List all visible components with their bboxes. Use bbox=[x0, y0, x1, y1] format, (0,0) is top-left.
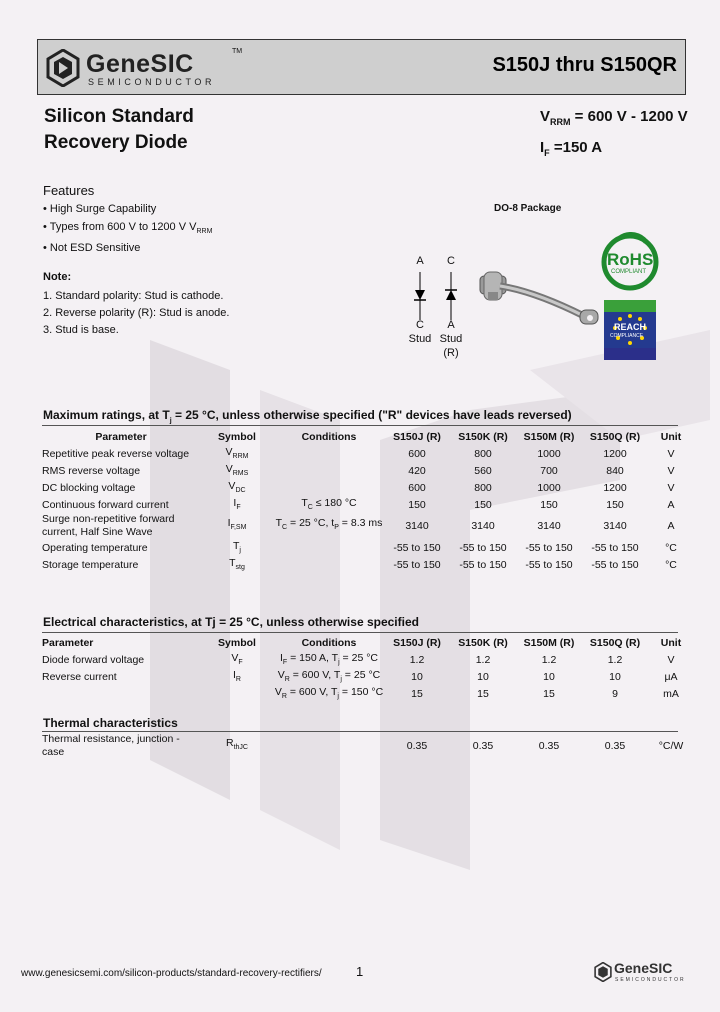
symbol-subscript: F bbox=[238, 659, 243, 667]
page-number: 1 bbox=[356, 964, 364, 979]
value-cell: 840 bbox=[606, 464, 624, 477]
value-cell: 800 bbox=[474, 481, 492, 494]
thermal-rule bbox=[42, 731, 678, 732]
do8-package-image bbox=[476, 268, 606, 338]
value-cell: 10 bbox=[543, 670, 555, 683]
header-unit: Unit bbox=[660, 636, 682, 649]
condition-subscript: R bbox=[284, 676, 290, 684]
value-cell: 600 bbox=[408, 447, 426, 460]
value-cell: 10 bbox=[609, 670, 621, 683]
symbol-cell: $V_F$ bbox=[231, 652, 243, 667]
value-cell: -55 to 150 bbox=[459, 558, 507, 571]
symbol-subscript: DC bbox=[235, 487, 246, 495]
diagram-label-a-bottom: A bbox=[447, 319, 455, 331]
header-s150q: S150Q (R) bbox=[589, 430, 641, 443]
value-cell: 1.2 bbox=[607, 653, 623, 666]
value-cell: 0.35 bbox=[406, 739, 428, 752]
max-ratings-table bbox=[42, 428, 694, 573]
max-ratings-rule bbox=[42, 425, 678, 426]
value-cell: -55 to 150 bbox=[393, 541, 441, 554]
condition-subscript: P bbox=[334, 524, 339, 532]
feature-item: • Types from 600 V to 1200 V $V_{RRM}$ bbox=[43, 220, 213, 235]
footer-url-link[interactable]: www.genesicsemi.com/silicon-products/standard-recovery-rectifiers/ bbox=[21, 968, 322, 979]
product-title bbox=[44, 104, 194, 156]
table-header-row bbox=[42, 634, 694, 651]
symbol-subscript: j bbox=[239, 547, 241, 555]
value-cell: 420 bbox=[408, 464, 426, 477]
value-cell: 150 bbox=[408, 498, 426, 511]
header-unit: Unit bbox=[660, 430, 682, 443]
condition-subscript: F bbox=[282, 659, 288, 667]
table-row bbox=[42, 462, 694, 479]
unit-cell: V bbox=[667, 464, 675, 477]
value-cell: -55 to 150 bbox=[525, 558, 573, 571]
value-cell: 1.2 bbox=[541, 653, 557, 666]
rohs-badge bbox=[598, 232, 662, 292]
value-cell: 15 bbox=[411, 687, 423, 700]
genesic-hex-icon bbox=[46, 49, 80, 87]
footer-logo-sub: SEMICONDUCTOR bbox=[615, 977, 686, 983]
unit-cell: V bbox=[667, 447, 675, 460]
header-s150j: S150J (R) bbox=[393, 636, 441, 649]
unit-cell: °C bbox=[665, 558, 677, 571]
diagram-stud-r: (R) bbox=[443, 347, 459, 359]
table-row bbox=[42, 539, 694, 556]
unit-cell: °C bbox=[665, 541, 677, 554]
symbol-subscript: F,SM bbox=[230, 524, 247, 532]
value-cell: 560 bbox=[474, 464, 492, 477]
condition-subscript: j bbox=[340, 676, 342, 684]
logo-subtitle: SEMICONDUCTOR bbox=[88, 77, 216, 87]
table-row bbox=[42, 668, 694, 685]
conditions-cell: $T_C = 25$ °C, $t_P = 8.3$ ms bbox=[275, 517, 383, 532]
product-title-line2: Recovery Diode bbox=[44, 132, 188, 153]
value-cell: 150 bbox=[606, 498, 624, 511]
electrical-rule bbox=[42, 632, 678, 633]
symbol-cell: $R_{thJC}$ bbox=[226, 737, 248, 752]
value-cell: 800 bbox=[474, 447, 492, 460]
symbol-subscript: RRM bbox=[232, 453, 249, 461]
symbol-cell: $V_{RRM}$ bbox=[225, 446, 249, 461]
header-symbol: Symbol bbox=[218, 430, 256, 443]
value-cell: 150 bbox=[540, 498, 558, 511]
conditions-cell bbox=[274, 539, 384, 556]
diagram-label-a-top: A bbox=[416, 255, 424, 267]
unit-cell: V bbox=[667, 481, 675, 494]
table-row bbox=[42, 445, 694, 462]
parameter-cell: Reverse current bbox=[42, 670, 117, 683]
symbol-cell: $I_{F,SM}$ bbox=[227, 517, 247, 532]
header-s150k: S150K (R) bbox=[458, 430, 508, 443]
conditions-cell bbox=[274, 445, 384, 462]
value-cell: 3140 bbox=[405, 519, 429, 532]
conditions-cell bbox=[274, 733, 384, 759]
header-symbol: Symbol bbox=[218, 636, 256, 649]
parameter-cell: Diode forward voltage bbox=[42, 653, 145, 666]
condition-subscript: j bbox=[338, 659, 340, 667]
thermal-title: Thermal characteristics bbox=[43, 716, 178, 730]
footer-logo-word: GeneSIC bbox=[614, 960, 673, 976]
conditions-cell bbox=[274, 462, 384, 479]
condition-subscript: R bbox=[281, 693, 287, 701]
value-cell: 9 bbox=[612, 687, 618, 700]
value-cell: -55 to 150 bbox=[459, 541, 507, 554]
value-cell: 3140 bbox=[537, 519, 561, 532]
parameter-cell bbox=[42, 685, 200, 702]
value-cell: 1200 bbox=[603, 481, 627, 494]
symbol-cell: $T_{stg}$ bbox=[229, 557, 245, 572]
value-cell: 150 bbox=[474, 498, 492, 511]
logo-wordmark: GeneSIC bbox=[86, 50, 194, 78]
symbol-cell: $T_j$ bbox=[233, 540, 241, 555]
note-heading: Note: bbox=[43, 271, 72, 283]
unit-cell: mA bbox=[663, 687, 679, 700]
reach-badge bbox=[604, 300, 656, 360]
value-cell: 3140 bbox=[471, 519, 495, 532]
notes-list bbox=[43, 288, 229, 339]
header-parameter: Parameter bbox=[95, 430, 147, 443]
parameter-cell: Repetitive peak reverse voltage bbox=[42, 447, 190, 460]
parameter-cell: RMS reverse voltage bbox=[42, 464, 141, 477]
electrical-table bbox=[42, 634, 694, 702]
conditions-cell bbox=[274, 479, 384, 496]
header-conditions: Conditions bbox=[301, 430, 357, 443]
value-cell: -55 to 150 bbox=[591, 558, 639, 571]
features-heading: Features bbox=[43, 183, 95, 198]
parameter-cell: DC blocking voltage bbox=[42, 481, 136, 494]
diagram-stud-1: Stud bbox=[408, 333, 432, 345]
header-s150m: S150M (R) bbox=[523, 430, 575, 443]
product-title-line1: Silicon Standard bbox=[44, 106, 194, 127]
value-cell: 1200 bbox=[603, 447, 627, 460]
thermal-table bbox=[42, 733, 694, 759]
header-s150j: S150J (R) bbox=[393, 430, 441, 443]
parameter-cell: Storage temperature bbox=[42, 558, 139, 571]
value-cell: 10 bbox=[411, 670, 423, 683]
package-label: DO-8 Package bbox=[494, 203, 562, 214]
unit-cell: A bbox=[667, 519, 675, 532]
reach-text: REACH bbox=[614, 322, 647, 332]
value-cell: -55 to 150 bbox=[591, 541, 639, 554]
value-cell: -55 to 150 bbox=[525, 541, 573, 554]
value-cell: 15 bbox=[477, 687, 489, 700]
symbol-subscript: thJC bbox=[233, 744, 248, 752]
conditions-cell bbox=[274, 556, 384, 573]
logo-trademark: TM bbox=[232, 48, 243, 55]
value-cell: -55 to 150 bbox=[393, 558, 441, 571]
parameter-cell: Operating temperature bbox=[42, 541, 148, 554]
condition-subscript: C bbox=[282, 524, 288, 532]
footer-logo bbox=[594, 960, 704, 990]
conditions-cell: $I_F = 150$ A, $T_j = 25$ °C bbox=[279, 652, 378, 667]
diagram-stud-2: Stud bbox=[439, 333, 463, 345]
value-cell: 15 bbox=[543, 687, 555, 700]
features-list bbox=[43, 201, 212, 258]
table-row bbox=[42, 479, 694, 496]
genesic-hex-icon bbox=[594, 962, 612, 982]
condition-subscript: j bbox=[337, 693, 339, 701]
table-row bbox=[42, 556, 694, 573]
value-cell: 600 bbox=[408, 481, 426, 494]
symbol-subscript: R bbox=[235, 676, 241, 684]
conditions-cell: $T_C \le 180$ °C bbox=[301, 497, 357, 512]
table-row bbox=[42, 733, 694, 759]
value-cell: 1000 bbox=[537, 447, 561, 460]
conditions-cell: $V_R = 600$ V, $T_j = 150$ °C bbox=[274, 686, 384, 701]
unit-cell: V bbox=[667, 653, 675, 666]
parameter-cell: Surge non-repetitive forward current, Half Sine Wave bbox=[42, 513, 175, 538]
value-cell: 3140 bbox=[603, 519, 627, 532]
parameter-cell: Thermal resistance, junction - case bbox=[42, 733, 180, 758]
unit-cell: μA bbox=[664, 670, 678, 683]
symbol-cell: $V_{RMS}$ bbox=[225, 463, 249, 478]
rohs-text: RoHS bbox=[607, 250, 654, 269]
condition-subscript: C bbox=[307, 504, 313, 512]
genesic-logo bbox=[46, 48, 246, 88]
diagram-label-c-top: C bbox=[447, 255, 455, 267]
value-cell: 0.35 bbox=[472, 739, 494, 752]
header-bar bbox=[37, 39, 686, 95]
key-specs bbox=[540, 104, 688, 166]
header-parameter: Parameter bbox=[42, 636, 94, 649]
unit-cell: °C/W bbox=[658, 739, 684, 752]
rohs-subtext: COMPLIANT bbox=[611, 269, 647, 275]
header-s150q: S150Q (R) bbox=[589, 636, 641, 649]
table-row bbox=[42, 685, 694, 702]
symbol-cell bbox=[200, 685, 274, 702]
parameter-cell: Continuous forward current bbox=[42, 498, 169, 511]
header-s150m: S150M (R) bbox=[523, 636, 575, 649]
value-cell: 1.2 bbox=[475, 653, 491, 666]
feature-item: • High Surge Capability bbox=[43, 203, 157, 215]
symbol-cell: $I_F$ bbox=[233, 497, 241, 512]
table-row bbox=[42, 496, 694, 513]
header-conditions: Conditions bbox=[301, 636, 357, 649]
value-cell: 1000 bbox=[537, 481, 561, 494]
part-number-title: S150J thru S150QR bbox=[492, 54, 677, 76]
value-cell: 700 bbox=[540, 464, 558, 477]
symbol-subscript: RMS bbox=[232, 470, 249, 478]
table-header-row bbox=[42, 428, 694, 445]
diagram-label-c-bottom: C bbox=[416, 319, 424, 331]
note-item: 2. Reverse polarity (R): Stud is anode. bbox=[43, 307, 230, 319]
reach-subtext: COMPLIANCE bbox=[610, 333, 644, 339]
symbol-cell: $I_R$ bbox=[233, 669, 241, 684]
value-cell: 10 bbox=[477, 670, 489, 683]
table-row bbox=[42, 651, 694, 668]
symbol-subscript: F bbox=[236, 504, 241, 512]
vrrm-spec: $V_{RRM} = 600$ V - 1200 V bbox=[540, 108, 688, 127]
value-cell: 1.2 bbox=[409, 653, 425, 666]
value-cell: 0.35 bbox=[604, 739, 626, 752]
symbol-cell: $V_{DC}$ bbox=[228, 480, 246, 495]
if-spec: $I_F =150$ A bbox=[540, 139, 603, 158]
note-item: 3. Stud is base. bbox=[43, 324, 119, 336]
max-ratings-title: Maximum ratings, at $T_j = 25$ °C, unless otherwise specified ("R" devices have leads reversed) bbox=[43, 408, 572, 425]
feature-item: • Not ESD Sensitive bbox=[43, 242, 141, 255]
unit-cell: A bbox=[667, 498, 675, 511]
note-item: 1. Standard polarity: Stud is cathode. bbox=[43, 290, 224, 302]
symbol-subscript: stg bbox=[235, 564, 245, 572]
electrical-title: Electrical characteristics, at Tj = 25 °C, unless otherwise specified bbox=[43, 615, 419, 629]
conditions-cell: $V_R = 600$ V, $T_j = 25$ °C bbox=[277, 669, 381, 684]
table-row bbox=[42, 513, 694, 539]
value-cell: 0.35 bbox=[538, 739, 560, 752]
header-s150k: S150K (R) bbox=[458, 636, 508, 649]
